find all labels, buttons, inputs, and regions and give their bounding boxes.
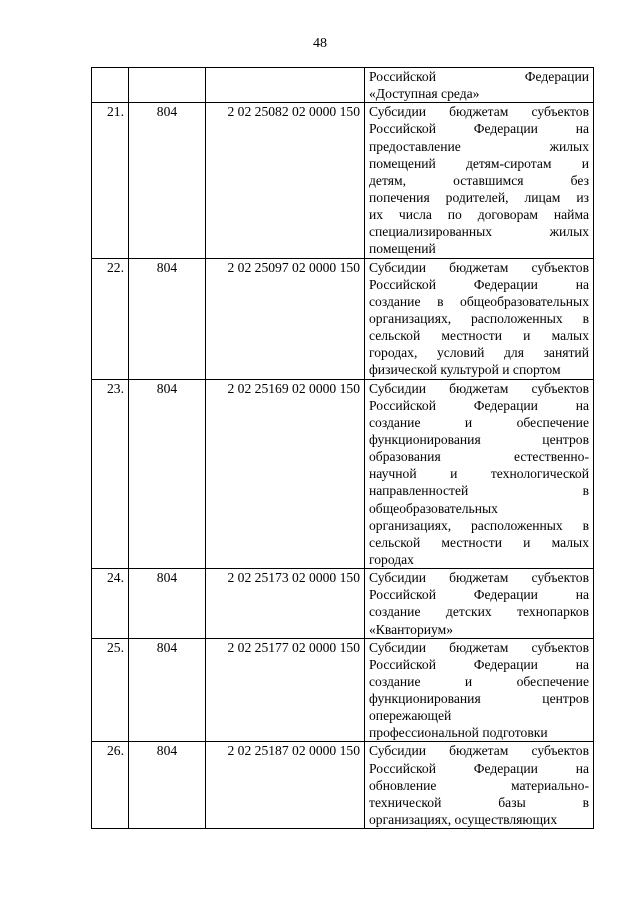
budget-code-cell: 2 02 25169 02 0000 150 <box>206 379 365 569</box>
admin-code-cell: 804 <box>129 569 206 639</box>
description-line: Субсидии бюджетам субъектов <box>369 639 589 655</box>
table-row <box>92 379 594 569</box>
description-cell <box>365 569 594 639</box>
description-line: функционирования центров <box>369 431 589 447</box>
description-line: направленностей в <box>369 483 589 499</box>
description-line: обновление материально- <box>369 777 589 793</box>
description-line: Субсидии бюджетам субъектов <box>369 380 589 396</box>
row-number-cell: 23. <box>92 379 129 569</box>
description-line: организациях, расположенных в <box>369 310 589 326</box>
description-line: помещений детям-сиротам и <box>369 155 589 171</box>
admin-code-cell: 804 <box>129 638 206 742</box>
description-line: Российской Федерации на <box>369 587 589 603</box>
description-line: помещений <box>369 241 436 257</box>
description-cell <box>365 742 594 829</box>
admin-code-cell: 804 <box>129 103 206 258</box>
budget-code-cell: 2 02 25082 02 0000 150 <box>206 103 365 258</box>
description-cell <box>365 638 594 742</box>
budget-table <box>91 67 594 829</box>
budget-code-cell: 2 02 25173 02 0000 150 <box>206 569 365 639</box>
budget-code-cell <box>206 68 365 103</box>
admin-code-cell: 804 <box>129 379 206 569</box>
description-line: организациях, расположенных в <box>369 517 589 533</box>
description-line: опережающей <box>369 708 452 724</box>
description-line: «Кванториум» <box>369 621 454 637</box>
description-line: профессиональной подготовки <box>369 725 548 741</box>
row-number-cell: 24. <box>92 569 129 639</box>
page-number: 48 <box>313 36 327 51</box>
description-line: Субсидии бюджетам субъектов <box>369 570 589 586</box>
description-line: городах <box>369 551 414 567</box>
table-row <box>92 742 594 829</box>
description-line: городах, условий для занятий <box>369 345 589 361</box>
description-line: сельской местности и малых <box>369 328 589 344</box>
description-line: Российской Федерации на <box>369 276 589 292</box>
row-number-cell: 22. <box>92 258 129 379</box>
description-line: Российской Федерации на <box>369 656 589 672</box>
description-line: Субсидии бюджетам субъектов <box>369 259 589 275</box>
description-line: функционирования центров <box>369 691 589 707</box>
row-number-cell: 25. <box>92 638 129 742</box>
description-line: специализированных жилых <box>369 224 589 240</box>
row-number-cell <box>92 68 129 103</box>
description-line: «Доступная среда» <box>369 86 480 102</box>
table-body <box>92 68 594 829</box>
description-line: общеобразовательных <box>369 500 498 516</box>
description-line: создание в общеобразовательных <box>369 293 589 309</box>
row-number-cell: 21. <box>92 103 129 258</box>
row-number-cell: 26. <box>92 742 129 829</box>
description-cell <box>365 68 594 103</box>
description-line: Российской Федерации на <box>369 760 589 776</box>
description-line: сельской местности и малых <box>369 534 589 550</box>
description-line: технической базы в <box>369 794 589 810</box>
description-line: создание и обеспечение <box>369 414 589 430</box>
description-line: создание и обеспечение <box>369 673 589 689</box>
admin-code-cell: 804 <box>129 258 206 379</box>
description-line: организациях, осуществляющих <box>369 812 558 828</box>
description-line: Российской Федерации на <box>369 121 589 137</box>
description-line: образования естественно- <box>369 449 589 465</box>
table-row <box>92 68 594 103</box>
description-line: физической культурой и спортом <box>369 362 561 378</box>
description-line: Субсидии бюджетам субъектов <box>369 743 589 759</box>
description-line: детям, оставшимся без <box>369 172 589 188</box>
table-row <box>92 258 594 379</box>
table-row <box>92 569 594 639</box>
description-line: научной и технологической <box>369 466 589 482</box>
table-row <box>92 103 594 258</box>
budget-code-cell: 2 02 25187 02 0000 150 <box>206 742 365 829</box>
budget-code-cell: 2 02 25097 02 0000 150 <box>206 258 365 379</box>
description-line: предоставление жилых <box>369 138 589 154</box>
description-line: Российской Федерации на <box>369 397 589 413</box>
description-line: их числа по договорам найма <box>369 207 589 223</box>
description-line: попечения родителей, лицам из <box>369 189 589 205</box>
description-line: создание детских технопарков <box>369 604 589 620</box>
description-cell <box>365 258 594 379</box>
budget-code-cell: 2 02 25177 02 0000 150 <box>206 638 365 742</box>
admin-code-cell <box>129 68 206 103</box>
description-line: Субсидии бюджетам субъектов <box>369 104 589 120</box>
description-line: Российской Федерации <box>369 69 589 84</box>
description-cell <box>365 103 594 258</box>
table-row <box>92 638 594 742</box>
admin-code-cell: 804 <box>129 742 206 829</box>
description-cell <box>365 379 594 569</box>
